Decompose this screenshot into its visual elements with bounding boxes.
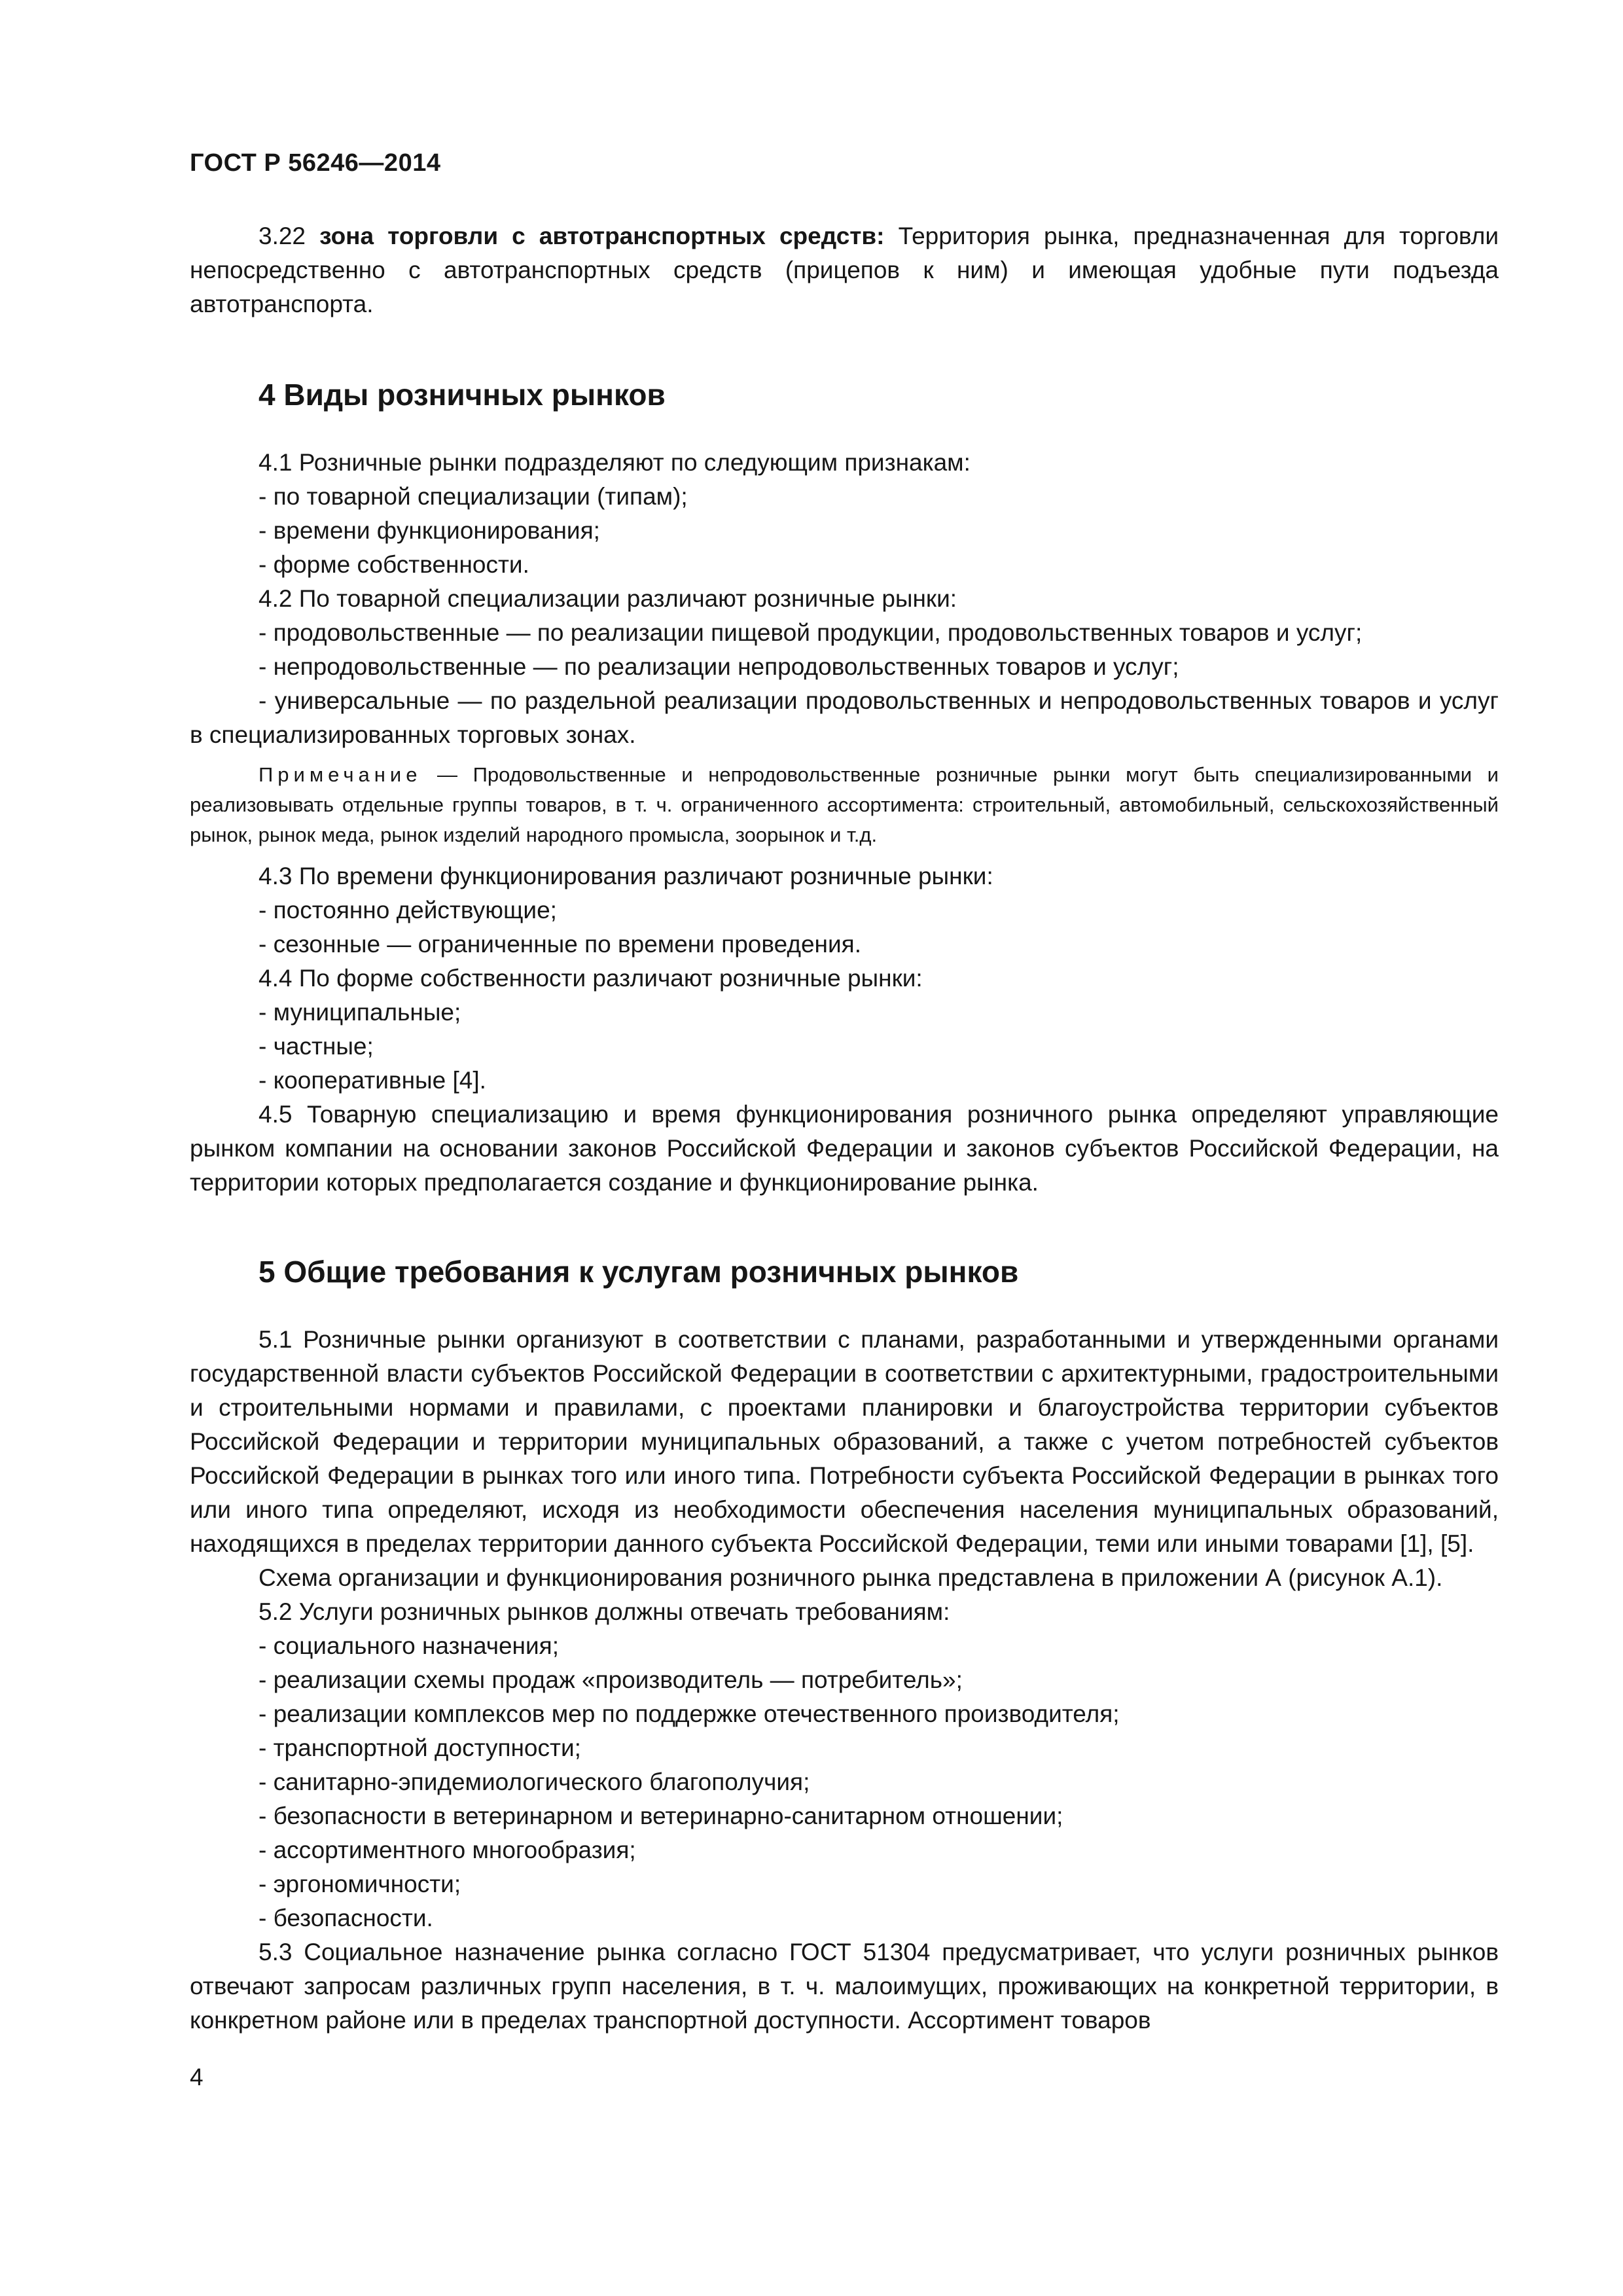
list-item: - частные; <box>259 1033 374 1060</box>
clause-5-1: 5.1 Розничные рынки организуют в соответствии с планами, разработанными и утвержденными органами государственной власти субъектов Российской Федерации в соответствии с архитектурными, градостроительными и строительными нормами и правилами, с проектами планировки и благоустройства территории субъектов Российской Федерации и территории муниципальных образований, а также с учетом потребностей субъектов Российской Федерации в рынках того или иного типа. Потребности субъекта Российской Федерации в рынках того или иного типа определяют, исходя из необходимости обеспечения населения муниципальных образований, находящихся в пределах территории данного субъекта Российской Федерации, теми или иными товарами [1], [5]. <box>190 1326 1499 1557</box>
list-item: - безопасности в ветеринарном и ветеринарно-санитарном отношении; <box>259 1803 1063 1829</box>
clause-4-3: 4.3 По времени функционирования различают розничные рынки: <box>259 863 993 889</box>
clause-4-4: 4.4 По форме собственности различают розничные рынки: <box>259 965 923 992</box>
list-item: - кооперативные [4]. <box>259 1067 486 1094</box>
page-content <box>190 219 1499 2037</box>
clause-4-1: 4.1 Розничные рынки подразделяют по следующим признакам: <box>259 449 971 476</box>
note-block <box>190 760 1499 850</box>
clause-4-2: 4.2 По товарной специализации различают розничные рынки: <box>259 585 957 612</box>
list-item: - санитарно-эпидемиологического благополучия; <box>259 1768 810 1795</box>
definition: Территория рынка, предназначенная для торговли непосредственно с автотранспортных средств (прицепов к ним) и имеющая удобные пути подъезда автотранспорта. <box>190 223 1499 317</box>
list-item: - постоянно действующие; <box>259 897 557 924</box>
section-5-title: 5 Общие требования к услугам розничных рынков <box>259 1255 1019 1289</box>
list-item: - форме собственности. <box>259 551 529 578</box>
list-item: - сезонные — ограниченные по времени проведения. <box>259 931 861 958</box>
document-header: ГОСТ Р 56246—2014 <box>190 149 441 177</box>
section-4-title: 4 Виды розничных рынков <box>259 378 666 412</box>
note-text: — Продовольственные и непродовольственные розничные рынки могут быть специализированными и реализовывать отдельные группы товаров, в т. ч. ограниченного ассортимента: строительный, автомобильный, сельскохозяйственный рынок, рынок меда, рынок изделий народного промысла, зоорынок и т.д. <box>190 763 1499 846</box>
clause-5-2: 5.2 Услуги розничных рынков должны отвечать требованиям: <box>259 1598 950 1625</box>
list-item: - реализации комплексов мер по поддержке отечественного производителя; <box>259 1700 1120 1727</box>
list-item: - времени функционирования; <box>259 517 600 544</box>
clause-number: 3.22 <box>259 223 320 249</box>
list-item: - универсальные — по раздельной реализации продовольственных и непродовольственных товаров и услуг в специализированных торговых зонах. <box>190 687 1499 748</box>
list-item: - продовольственные — по реализации пищевой продукции, продовольственных товаров и услуг; <box>259 619 1363 646</box>
term: зона торговли с автотранспортных средств: <box>319 223 885 249</box>
clause-4-5: 4.5 Товарную специализацию и время функционирования розничного рынка определяют управляющие рынком компании на основании законов Российской Федерации и законов субъектов Российской Федерации, на территории которых предполагается создание и функционирование рынка. <box>190 1101 1499 1196</box>
clause-5-1-scheme: Схема организации и функционирования розничного рынка представлена в приложении А (рисунок А.1). <box>259 1564 1443 1591</box>
list-item: - реализации схемы продаж «производитель — потребитель»; <box>259 1666 963 1693</box>
note-label: Примечание <box>259 763 422 786</box>
list-item: - муниципальные; <box>259 999 461 1026</box>
page-number: 4 <box>190 2064 204 2090</box>
list-item: - социального назначения; <box>259 1632 559 1659</box>
list-item: - по товарной специализации (типам); <box>259 483 688 510</box>
clause-5-3: 5.3 Социальное назначение рынка согласно ГОСТ 51304 предусматривает, что услуги розничных рынков отвечают запросам различных групп населения, в т. ч. малоимущих, проживающих на конкретной территории, в конкретном районе или в пределах транспортной доступности. Ассортимент товаров <box>190 1939 1499 2034</box>
list-item: - безопасности. <box>259 1905 433 1931</box>
clause-3-22 <box>190 219 1499 321</box>
list-item: - непродовольственные — по реализации непродовольственных товаров и услуг; <box>259 653 1179 680</box>
list-item: - ассортиментного многообразия; <box>259 1837 636 1863</box>
list-item: - транспортной доступности; <box>259 1734 581 1761</box>
note-paragraph <box>190 760 1499 850</box>
list-item: - эргономичности; <box>259 1871 461 1897</box>
